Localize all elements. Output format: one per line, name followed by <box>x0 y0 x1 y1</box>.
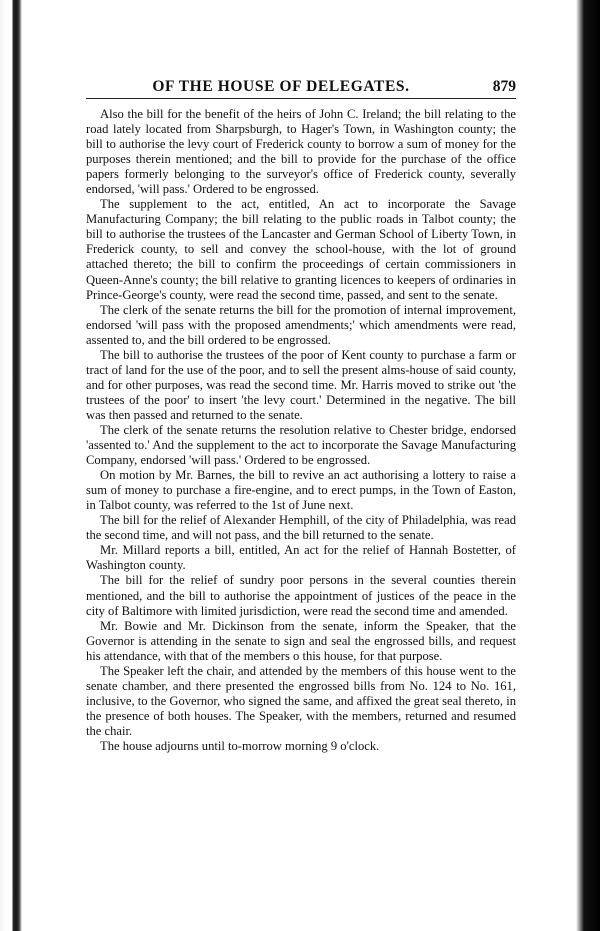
book-spine-shadow <box>0 0 22 931</box>
paragraph-governor-attending: Mr. Bowie and Mr. Dickinson from the senate, inform the Speaker, that the Governor is attending in the senate to sign and seal the engrossed bills, and request his attendance, with that of the members o this house, for that purpose. <box>86 618 516 663</box>
paragraph-poor-persons-relief: The bill for the relief of sundry poor persons in the several counties therein mentioned, and the bill to authorise the appointment of justices of the peace in the city of Baltimore with limited jurisdiction, were read the second time and amended. <box>86 573 516 618</box>
page-edge-shadow <box>576 0 600 931</box>
running-head <box>86 78 516 99</box>
body-text <box>86 107 516 754</box>
paragraph-engrossed-bills: The Speaker left the chair, and attended by the members of this house went to the senate chamber, and there presented the engrossed bills from No. 124 to No. 161, inclusive, to the Governor, who signed the same, and affixed the great seal thereto, in the presence of both houses. The Speaker, with the members, returned and resumed the chair. <box>86 663 516 738</box>
paragraph-savage-manufacturing: The supplement to the act, entitled, An act to incorporate the Savage Manufacturing Company; the bill relating to the public roads in Talbot county; the bill to authorise the trustees of the Lancaster and German School of Liberty Town, in Frederick county, to sell and convey the school-house, with the lot of ground attached thereto; the bill to confirm the proceedings of certain commissioners in Queen-Anne's county; the bill relative to granting licences to keepers of ordinaries in Prince-George's county, were read the second time, passed, and sent to the senate. <box>86 197 516 302</box>
paragraph-bostetter-relief: Mr. Millard reports a bill, entitled, An act for the relief of Hannah Bostetter, of Washington county. <box>86 543 516 573</box>
paragraph-heirs-of-ireland: Also the bill for the benefit of the heirs of John C. Ireland; the bill relating to the road lately located from Sharpsburgh, to Hager's Town, in Washington county; the bill to authorise the levy court of Frederick county to borrow a sum of money for the purposes therein mentioned; and the bill to provide for the purchase of the office papers formerly belonging to the surveyor's office of Frederick county, severally endorsed, 'will pass.' Ordered to be engrossed. <box>86 107 516 197</box>
paragraph-adjournment: The house adjourns until to-morrow morning 9 o'clock. <box>100 738 380 753</box>
page-number: 879 <box>492 78 516 95</box>
page-content <box>86 78 516 754</box>
paragraph-internal-improvement: The clerk of the senate returns the bill for the promotion of internal improvement, endorsed 'will pass with the proposed amendments;' which amendments were read, assented to, and the bill ordered to be engrossed. <box>86 302 516 347</box>
paragraph-hemphill-relief: The bill for the relief of Alexander Hemphill, of the city of Philadelphia, was read the second time, and will not pass, and the bill returned to the senate. <box>86 513 516 543</box>
paragraph-chester-bridge: The clerk of the senate returns the resolution relative to Chester bridge, endorsed 'assented to.' And the supplement to the act to incorporate the Savage Manufacturing Company, endorsed 'will pass.' Ordered to be engrossed. <box>86 422 516 468</box>
paragraph-easton-lottery: On motion by Mr. Barnes, the bill to revive an act authorising a lottery to raise a sum of money to purchase a fire-engine, and to erect pumps, in the Town of Easton, in Talbot county, was referred to the 1st of June next. <box>86 468 516 513</box>
paragraph-kent-county-poor: The bill to authorise the trustees of the poor of Kent county to purchase a farm or tract of land for the use of the poor, and to sell the present alms-house of said county, and for other purposes, was read the second time. Mr. Harris moved to strike out 'the trustees of the poor' to insert 'the levy court.' Determined in the negative. The bill was then passed and returned to the senate. <box>86 347 516 422</box>
running-title: OF THE HOUSE OF DELEGATES. <box>152 78 410 95</box>
